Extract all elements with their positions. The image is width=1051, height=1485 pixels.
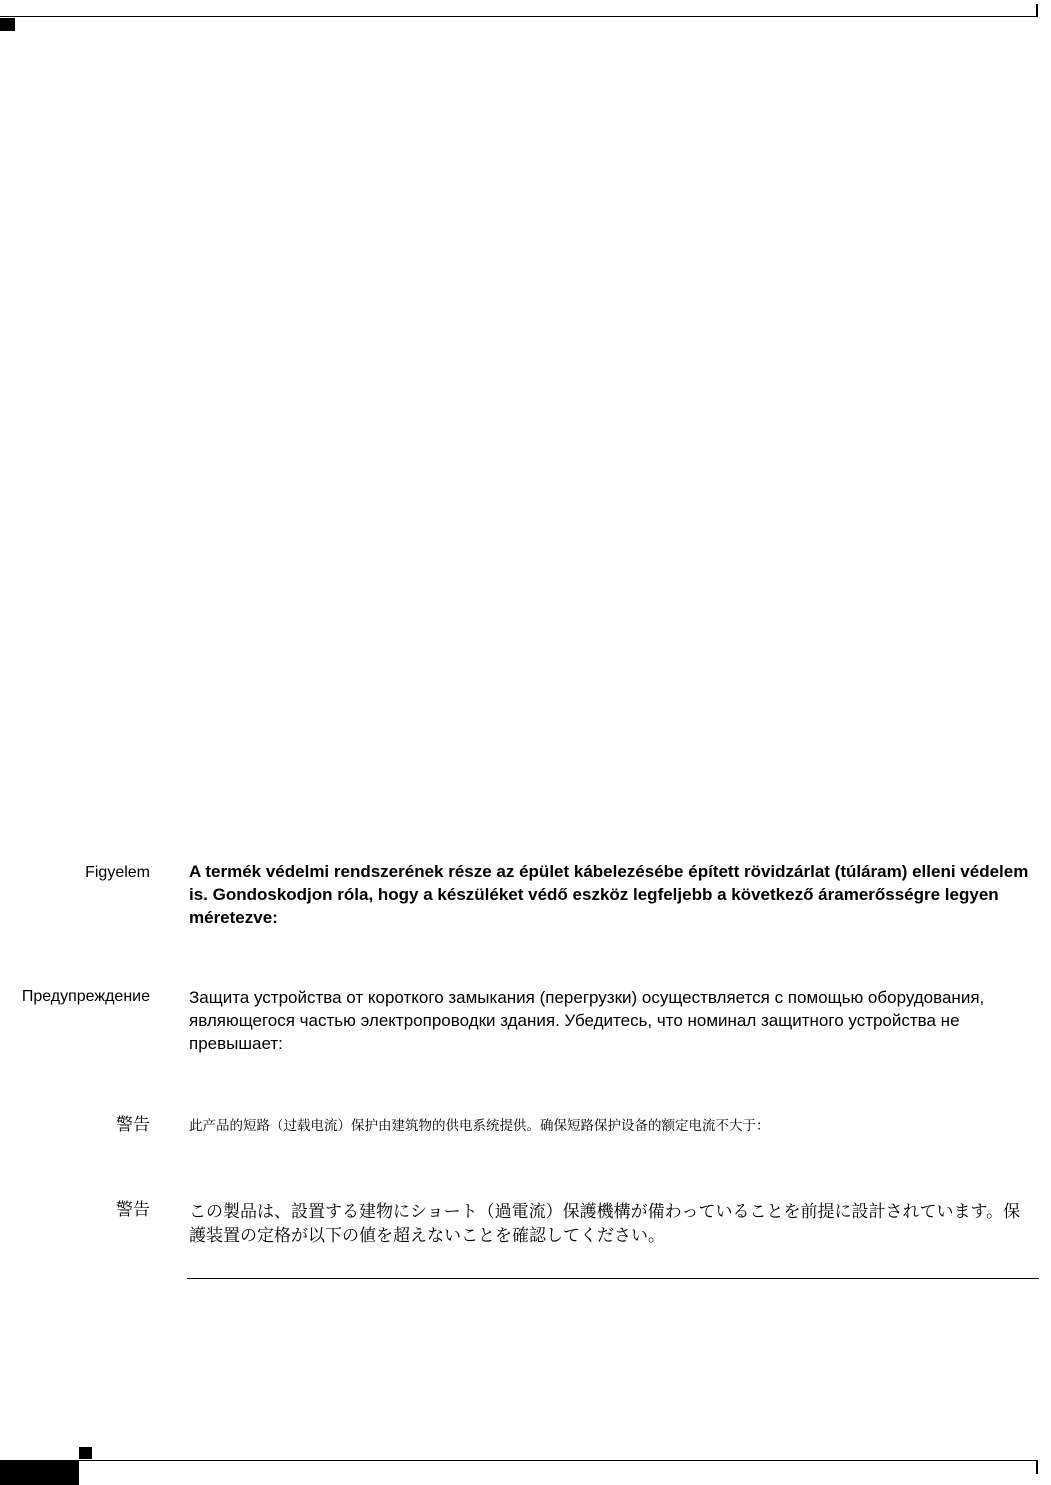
warning-text-hungarian: A termék védelmi rendszerének része az épület kábelezésébe épített rövidzárlat (túláram) elleni védelem is. Gondoskodjon róla, hogy a készüléket védő eszköz legfeljebb a következő áramerősségre legyen méretezve: — [189, 862, 1029, 927]
top-header-end-tick — [1036, 4, 1038, 17]
top-corner-marker — [0, 18, 15, 31]
warning-label-chinese: 警告 — [116, 1115, 150, 1135]
footer-rule — [0, 1460, 1037, 1461]
footer-end-tick — [1036, 1460, 1038, 1474]
section-end-rule — [187, 1278, 1039, 1279]
warning-text-russian: Защита устройства от короткого замыкания (перегрузки) осуществляется с помощью оборудования, являющегося частью электропроводки здания. Убедитесь, что номинал защитного устройства не превышает: — [189, 988, 985, 1053]
warning-label-japanese: 警告 — [116, 1200, 150, 1220]
footer-marker-square — [79, 1447, 92, 1459]
warning-text-japanese: この製品は、設置する建物にショート（過電流）保護機構が備わっていることを前提に設計されています。保護装置の定格が以下の値を超えないことを確認してください。 — [189, 1202, 1021, 1246]
warning-label-hungarian: Figyelem — [85, 864, 150, 881]
top-header-rule — [0, 16, 1037, 17]
warning-text-chinese: 此产品的短路（过载电流）保护由建筑物的供电系统提供。确保短路保护设备的额定电流不大于： — [189, 1118, 770, 1134]
footer-page-tab — [0, 1461, 79, 1485]
warning-label-russian: Предупреждение — [21, 988, 150, 1005]
